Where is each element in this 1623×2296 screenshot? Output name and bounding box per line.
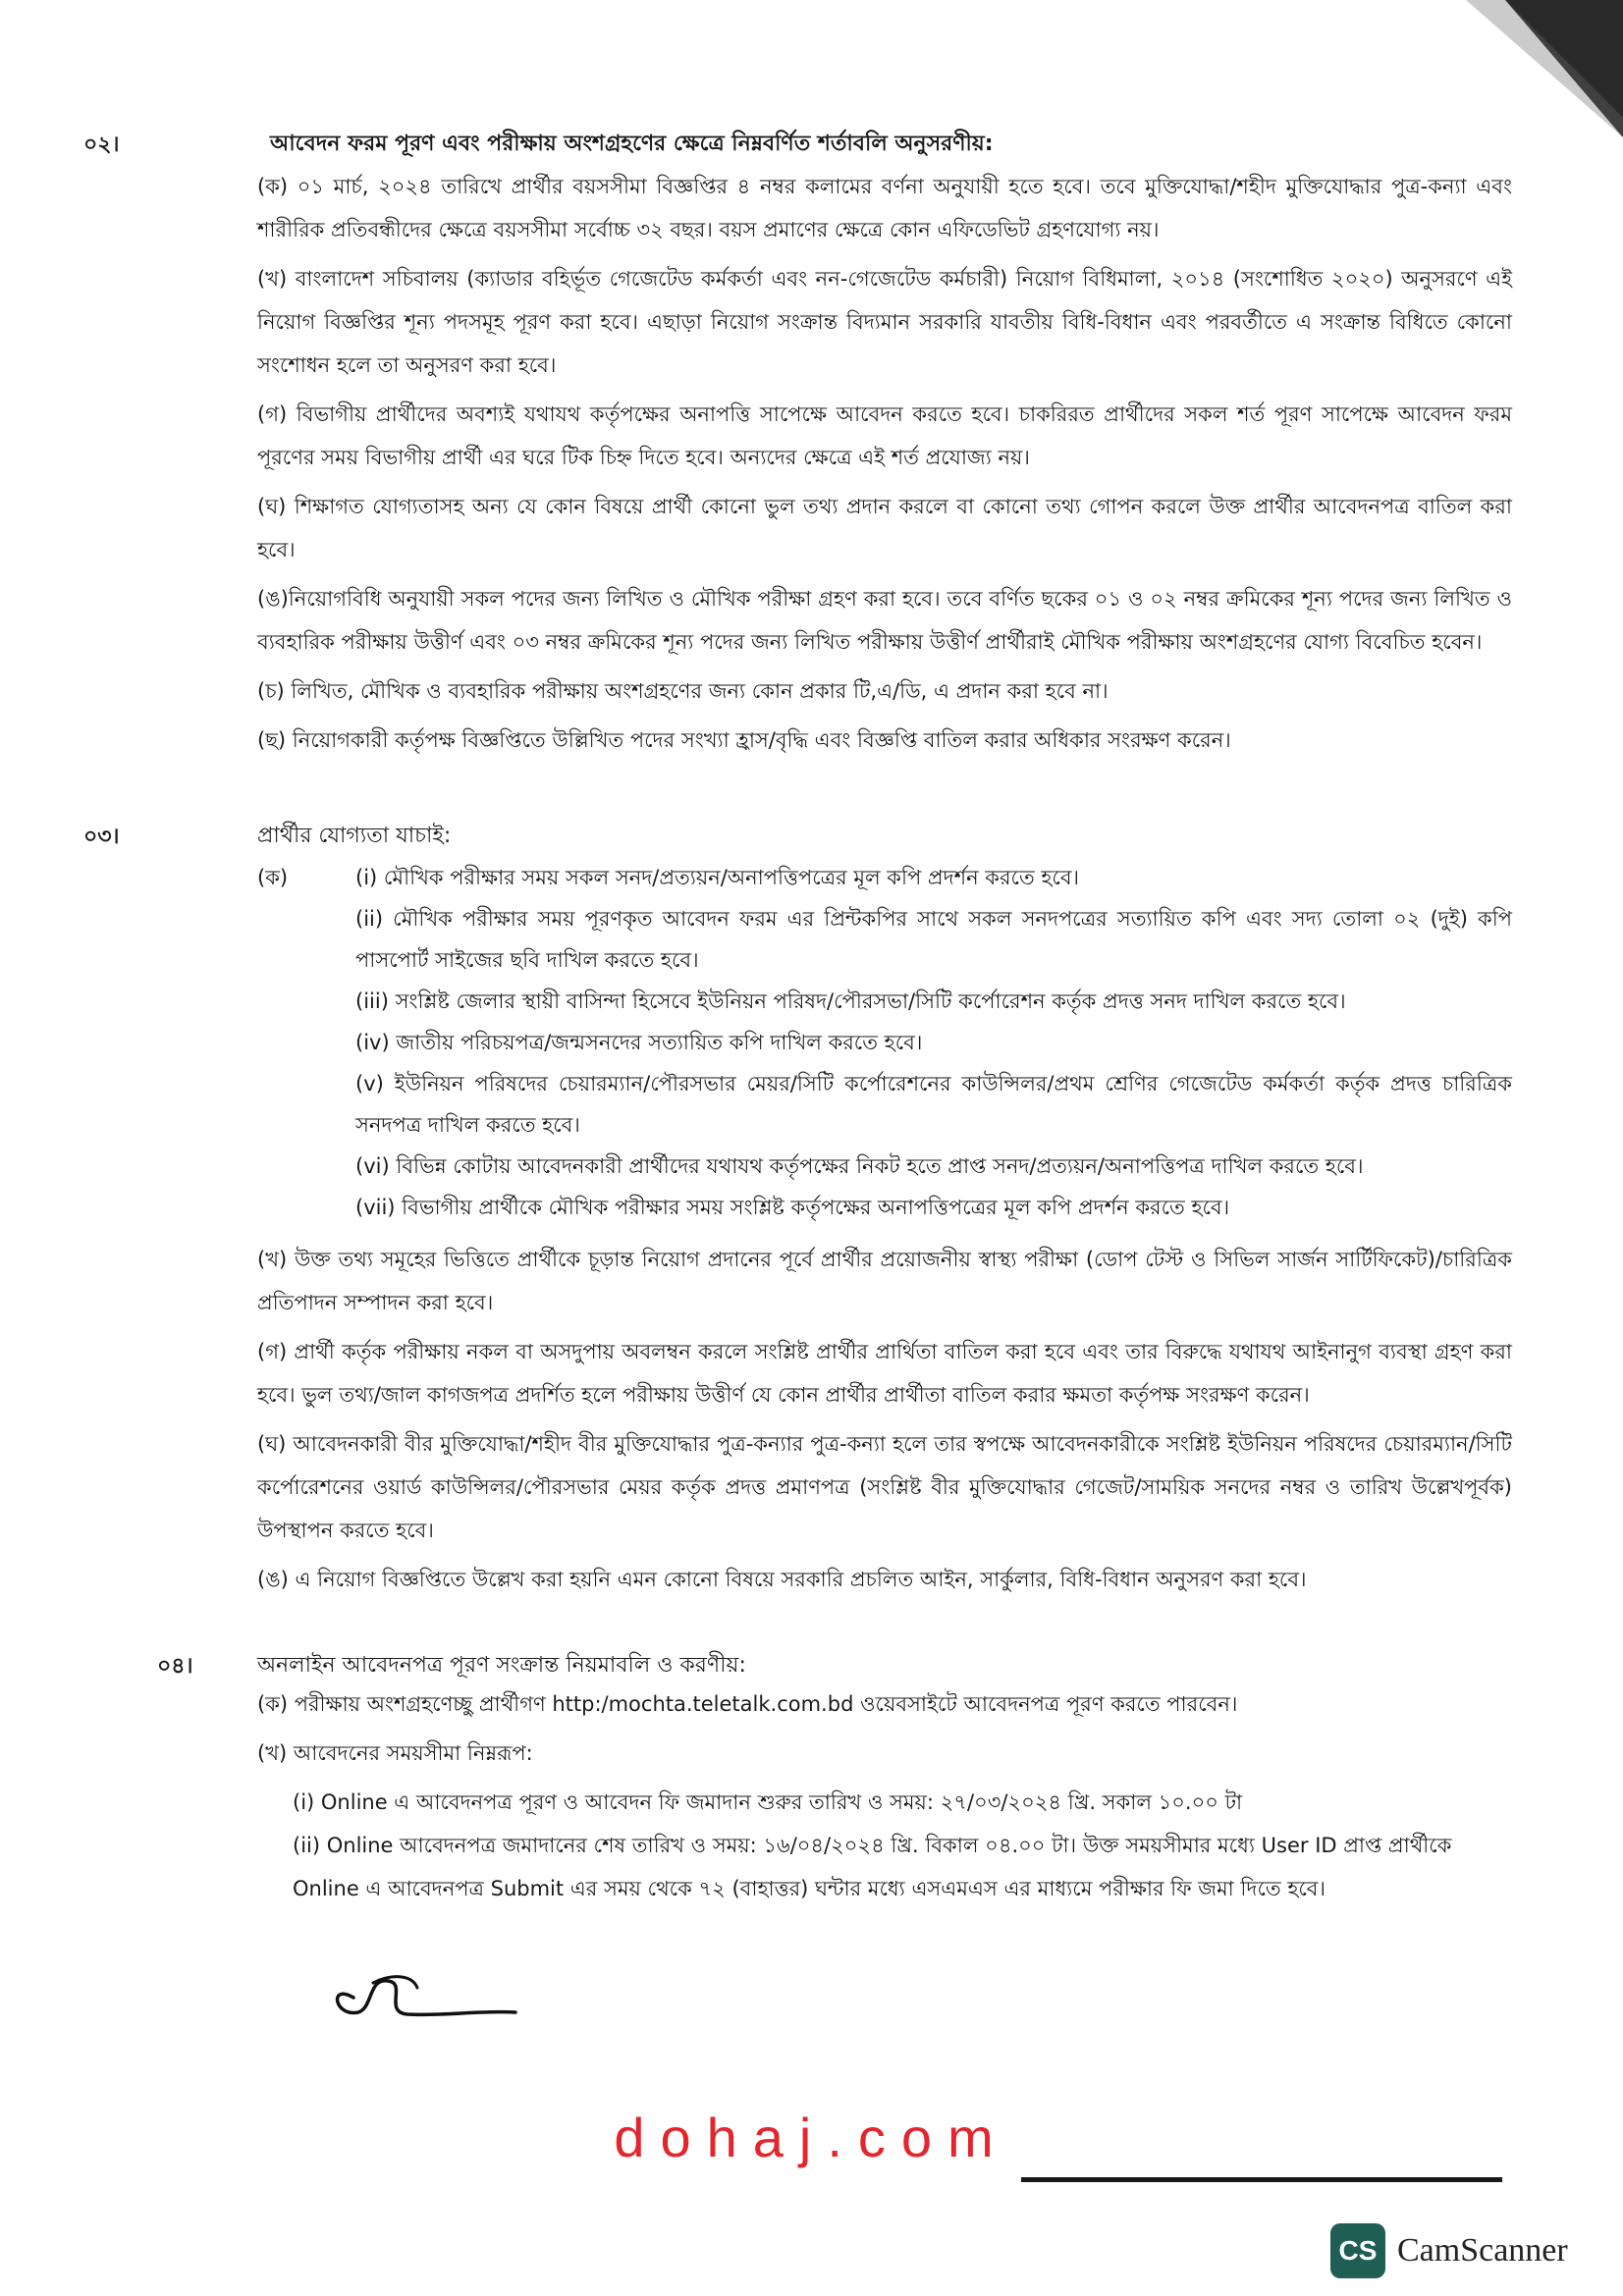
paragraph: (গ) প্রার্থী কর্তৃক পরীক্ষায় নকল বা অসদুপায় অবলম্বন করলে সংশ্লিষ্ট প্রার্থীর প্রার্থিতা বাতিল করা হবে এবং তার বিরুদ্ধে যথাযথ আইনানুগ ব্যবস্থা গ্রহণ করা হবে। ভুল তথ্য/জাল কাগজপত্র প্রদর্শিত হলে পরীক্ষায় উত্তীর্ণ যে কোন প্রার্থীর প্রার্থীতা বাতিল করার ক্ষমতা কর্তৃপক্ষ সংরক্ষণ করেন। bbox=[257, 1340, 1512, 1407]
camscanner-badge bbox=[1330, 2223, 1568, 2278]
list-item: (ii) মৌখিক পরীক্ষার সময় পূরণকৃত আবেদন ফরম এর প্রিন্টকপির সাথে সকল সনদপত্রের সত্যায়িত কপি এবং সদ্য তোলা ০২ (দুই) কপি পাসপোর্ট সাইজের ছবি দাখিল করতে হবে। bbox=[355, 907, 1512, 972]
list-item: (iv) জাতীয় পরিচয়পত্র/জন্মসনদের সত্যায়িত কপি দাখিল করতে হবে। bbox=[355, 1031, 923, 1054]
section-number: ০৩। bbox=[83, 825, 120, 849]
paragraph: (চ) লিখিত, মৌখিক ও ব্যবহারিক পরীক্ষায় অংশগ্রহণের জন্য কোন প্রকার টি,এ/ডি, এ প্রদান করা হবে না। bbox=[257, 679, 1109, 703]
paragraph: (ক) ০১ মার্চ, ২০২৪ তারিখে প্রার্থীর বয়সসীমা বিজ্ঞপ্তির ৪ নম্বর কলামের বর্ণনা অনুযায়ী হতে হবে। তবে মুক্তিযোদ্ধা/শহীদ মুক্তিযোদ্ধার পুত্র-কন্যা এবং শারীরিক প্রতিবন্ধীদের ক্ষেত্রে বয়সসীমা সর্বোচ্চ ৩২ বছর। বয়স প্রমাণের ক্ষেত্রে কোন এফিডেভিট গ্রহণযোগ্য নয়। bbox=[257, 175, 1512, 241]
list-item: (vii) বিভাগীয় প্রার্থীকে মৌখিক পরীক্ষার সময় সংশ্লিষ্ট কর্তৃপক্ষের অনাপত্তিপত্রের মূল কপি প্রদর্শন করতে হবে। bbox=[355, 1196, 1230, 1219]
section-heading: আবেদন ফরম পূরণ এবং পরীক্ষায় অংশগ্রহণের ক্ষেত্রে নিম্নবর্ণিত শর্তাবলি অনুসরণীয়: bbox=[270, 132, 994, 156]
list-item: (v) ইউনিয়ন পরিষদের চেয়ারম্যান/পৌরসভার মেয়র/সিটি কর্পোরেশনের কাউন্সিলর/প্রথম শ্রেণির গেজেটেড কর্মকর্তা কর্তৃক প্রদত্ত চারিত্রিক সনদপত্র দাখিল করতে হবে। bbox=[355, 1072, 1512, 1137]
section-heading: প্রার্থীর যোগ্যতা যাচাই: bbox=[257, 824, 452, 848]
sub-list-label: (ক) bbox=[257, 866, 289, 889]
camscanner-label: CamScanner bbox=[1397, 2232, 1568, 2269]
list-item: (i) মৌখিক পরীক্ষার সময় সকল সনদ/প্রত্যয়ন/অনাপত্তিপত্রের মূল কপি প্রদর্শন করতে হবে। bbox=[355, 866, 1080, 889]
deadline-item: (ii) Online আবেদনপত্র জমাদানের শেষ তারিখ ও সময়: ১৬/০৪/২০২৪ খ্রি. বিকাল ০৪.০০ টা। উক্ত সময়সীমার মধ্যে User ID প্রাপ্ত প্রার্থীকে Online এ আবেদনপত্র Submit এর সময় থেকে ৭২ (বাহাত্তর) ঘন্টার মধ্যে এসএমএস এর মাধ্যমে পরীক্ষার ফি জমা দিতে হবে। bbox=[293, 1834, 1452, 1900]
watermark: dohaj.com bbox=[614, 2107, 1009, 2168]
paragraph: (খ) আবেদনের সময়সীমা নিম্নরূপ: bbox=[257, 1741, 533, 1765]
list-item: (vi) বিভিন্ন কোটায় আবেদনকারী প্রার্থীদের যথাযথ কর্তৃপক্ষের নিকট হতে প্রাপ্ত সনদ/প্রত্যয়ন/অনাপত্তিপত্র দাখিল করতে হবে। bbox=[355, 1154, 1364, 1178]
section-number: ০৪। bbox=[157, 1654, 193, 1679]
paragraph: (ঙ) এ নিয়োগ বিজ্ঞপ্তিতে উল্লেখ করা হয়নি এমন কোনো বিষয়ে সরকারি প্রচলিত আইন, সার্কুলার, বিধি-বিধান অনুসরণ করা হবে। bbox=[257, 1568, 1307, 1591]
paragraph: (ঙ)নিয়োগবিধি অনুযায়ী সকল পদের জন্য লিখিত ও মৌখিক পরীক্ষা গ্রহণ করা হবে। তবে বর্ণিত ছকের ০১ ও ০২ নম্বর ক্রমিকের শূন্য পদের জন্য লিখিত ও ব্যবহারিক পরীক্ষায় উত্তীর্ণ এবং ০৩ নম্বর ক্রমিকের শূন্য পদের জন্য লিখিত পরীক্ষায় উত্তীর্ণ প্রার্থীরাই মৌখিক পরীক্ষায় অংশগ্রহণের যোগ্য বিবেচিত হবেন। bbox=[257, 587, 1512, 654]
camscanner-logo: CS bbox=[1330, 2223, 1385, 2278]
sub-list-ka bbox=[257, 857, 1512, 1228]
list-item: (iii) সংশ্লিষ্ট জেলার স্থায়ী বাসিন্দা হিসেবে ইউনিয়ন পরিষদ/পৌরসভা/সিটি কর্পোরেশন কর্তৃক প্রদত্ত সনদ দাখিল করতে হবে। bbox=[355, 989, 1346, 1013]
deadline-item: (i) Online এ আবেদনপত্র পূরণ ও আবেদন ফি জমাদান শুরুর তারিখ ও সময়: ২৭/০৩/২০২৪ খ্রি. সকাল ১০.০০ টা bbox=[293, 1790, 1243, 1814]
paragraph: (খ) উক্ত তথ্য সমূহের ভিত্তিতে প্রার্থীকে চূড়ান্ত নিয়োগ প্রদানের পূর্বে প্রার্থীর প্রয়োজনীয় স্বাস্থ্য পরীক্ষা (ডোপ টেস্ট ও সিভিল সার্জন সার্টিফিকেট)/চারিত্রিক প্রতিপাদন সম্পাদন করা হবে। bbox=[257, 1248, 1512, 1314]
section-03 bbox=[83, 820, 1512, 1607]
folded-corner bbox=[1446, 0, 1623, 137]
section-04 bbox=[157, 1649, 1512, 1910]
paragraph: (খ) বাংলাদেশ সচিবালয় (ক্যাডার বহির্ভূত গেজেটেড কর্মকর্তা এবং নন-গেজেটেড কর্মচারী) নিয়োগ বিধিমালা, ২০১৪ (সংশোধিত ২০২০) অনুসরণে এই নিয়োগ বিজ্ঞপ্তির শূন্য পদসমূহ পূরণ করা হবে। এছাড়া নিয়োগ সংক্রান্ত বিদ্যমান সরকারি যাবতীয় বিধি-বিধান এবং পরবর্তীতে এ সংক্রান্ত বিধিতে কোনো সংশোধন হলে তা অনুসরণ করা হবে। bbox=[257, 267, 1512, 377]
bottom-rule bbox=[1021, 2177, 1502, 2182]
section-02 bbox=[83, 128, 1512, 768]
paragraph: (ঘ) শিক্ষাগত যোগ্যতাসহ অন্য যে কোন বিষয়ে প্রার্থী কোনো ভুল তথ্য প্রদান করলে বা কোনো তথ্য গোপন করলে উক্ত প্রার্থীর আবেদনপত্র বাতিল করা হবে। bbox=[257, 495, 1512, 561]
signature bbox=[314, 1953, 530, 2042]
paragraph: (গ) বিভাগীয় প্রার্থীদের অবশ্যই যথাযথ কর্তৃপক্ষের অনাপত্তি সাপেক্ষে আবেদন করতে হবে। চাকরিরত প্রার্থীদের সকল শর্ত পূরণ সাপেক্ষে আবেদন ফরম পূরণের সময় বিভাগীয় প্রার্থী এর ঘরে টিক চিহ্ন দিতে হবে। অন্যদের ক্ষেত্রে এই শর্ত প্রযোজ্য নয়। bbox=[257, 402, 1512, 469]
paragraph: (ক) পরীক্ষায় অংশগ্রহণেচ্ছু প্রার্থীগণ http:/mochta.teletalk.com.bd ওয়েবসাইটে আবেদনপত্র পূরণ করতে পারবেন। bbox=[257, 1692, 1238, 1716]
paragraph: (ছ) নিয়োগকারী কর্তৃপক্ষ বিজ্ঞপ্তিতে উল্লিখিত পদের সংখ্যা হ্রাস/বৃদ্ধি এবং বিজ্ঞপ্তি বাতিল করার অধিকার সংরক্ষণ করেন। bbox=[257, 728, 1231, 752]
paragraph: (ঘ) আবেদনকারী বীর মুক্তিযোদ্ধা/শহীদ বীর মুক্তিযোদ্ধার পুত্র-কন্যার পুত্র-কন্যা হলে তার স্বপক্ষে আবেদনকারীকে সংশ্লিষ্ট ইউনিয়ন পরিষদের চেয়ারম্যান/সিটি কর্পোরেশনের ওয়ার্ড কাউন্সিলর/পৌরসভার মেয়র কর্তৃক প্রদত্ত প্রমাণপত্র (সংশ্লিষ্ট বীর মুক্তিযোদ্ধার গেজেট/সাময়িক সনদের নম্বর ও তারিখ উল্লেখপূর্বক) উপস্থাপন করতে হবে। bbox=[257, 1432, 1512, 1542]
section-heading: অনলাইন আবেদনপত্র পূরণ সংক্রান্ত নিয়মাবলি ও করণীয়: bbox=[257, 1653, 746, 1678]
section-number: ০২। bbox=[83, 133, 120, 157]
